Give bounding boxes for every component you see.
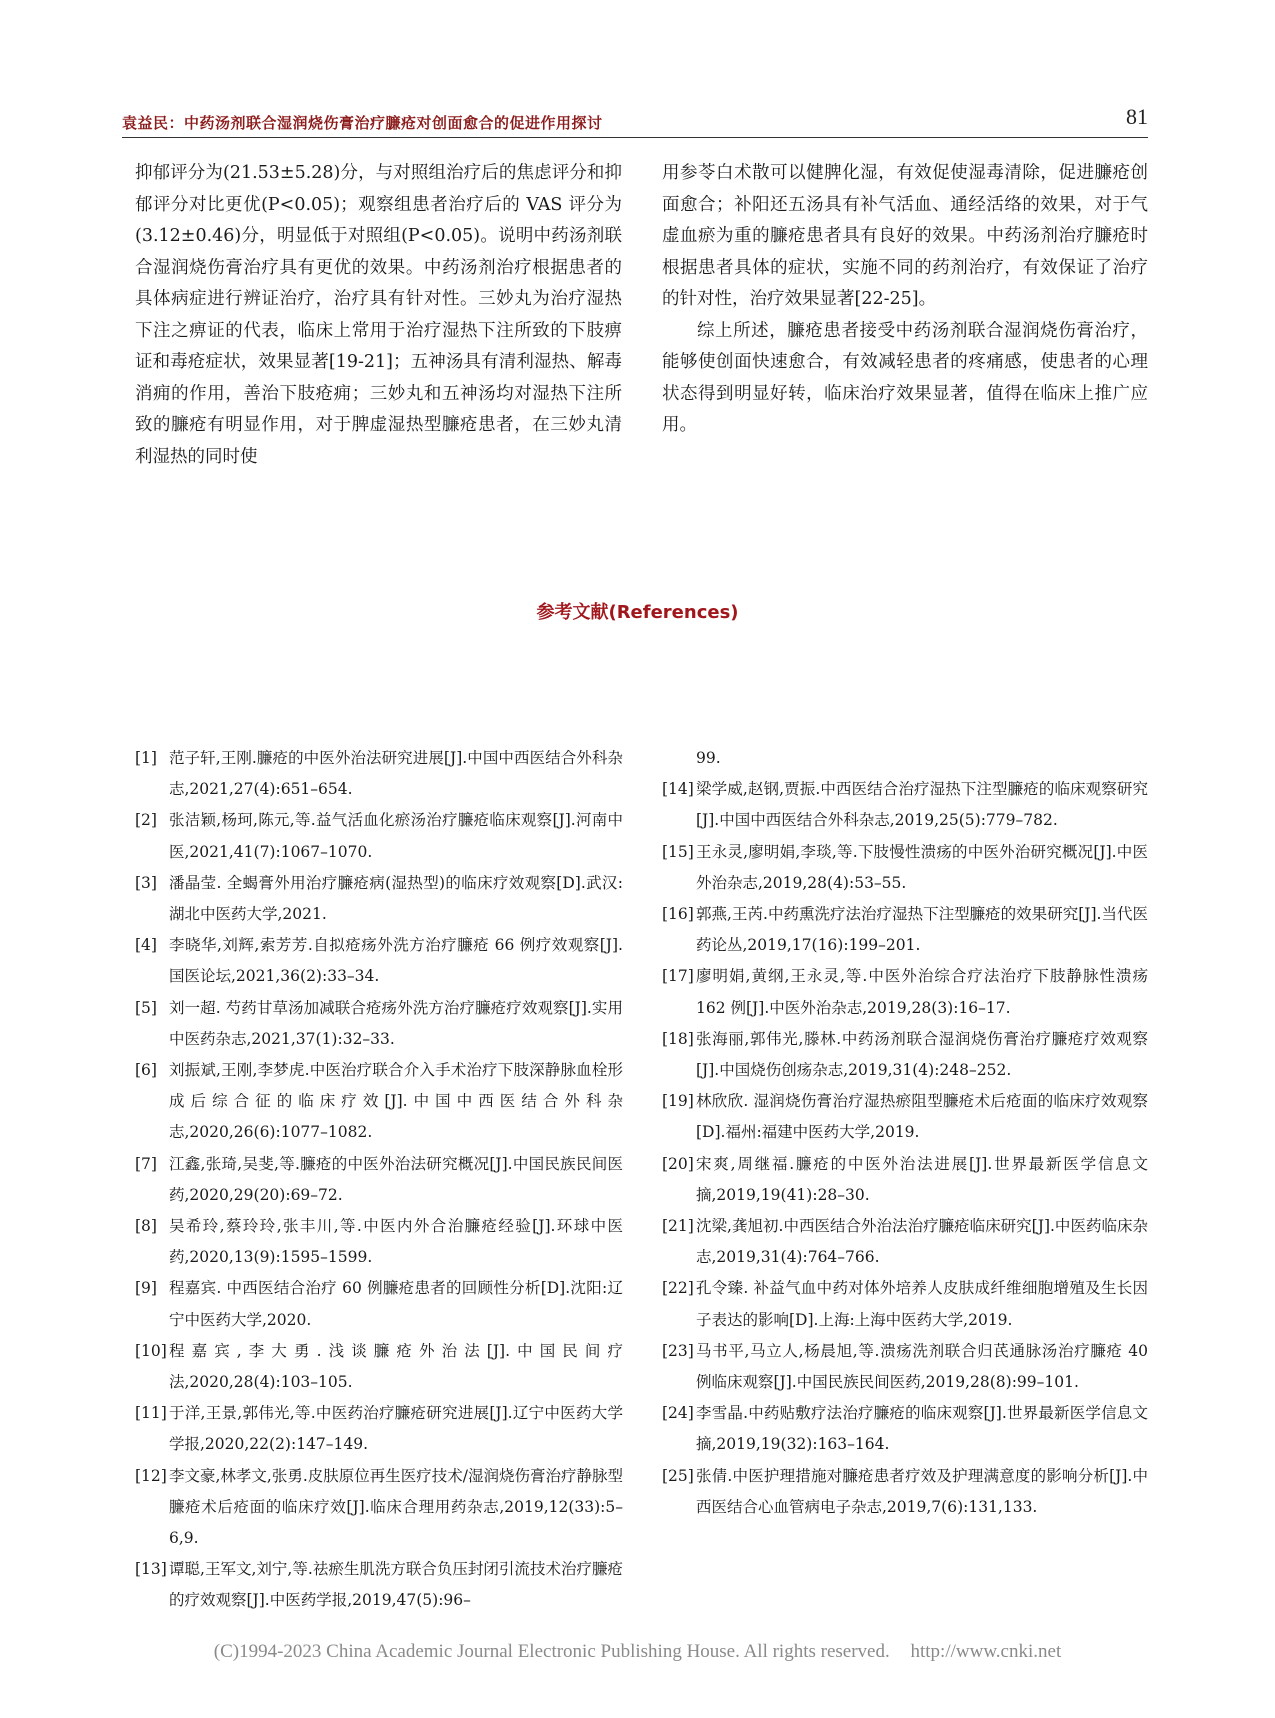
reference-text: 张海丽,郭伟光,滕林.中药汤剂联合湿润烧伤膏治疗臁疮疗效观察[J].中国烧伤创疡杂志,2019,31(4):248–252.: [696, 1029, 1148, 1080]
footer-url: http://www.cnki.net: [910, 1641, 1062, 1662]
reference-text: 孔令臻. 补益气血中药对体外培养人皮肤成纤维细胞增殖及生长因子表达的影响[D].上海:上海中医药大学,2019.: [696, 1279, 1148, 1329]
reference-number: [22]: [662, 1279, 694, 1298]
reference-number: [15]: [662, 842, 694, 861]
reference-item: [135, 743, 623, 805]
reference-text: 谭聪,王军文,刘宁,等.祛瘀生肌洗方联合负压封闭引流技术治疗臁疮的疗效观察[J].中医药学报,2019,47(5):96–: [169, 1560, 623, 1610]
reference-number: [16]: [662, 905, 694, 924]
reference-item: [135, 868, 623, 930]
reference-item: [135, 1398, 623, 1460]
reference-number: [11]: [135, 1404, 167, 1423]
page-footer: [0, 1641, 1275, 1663]
reference-text: 江鑫,张琦,吴斐,等.臁疮的中医外治法研究概况[J].中国民族民间医药,2020,29(20):69–72.: [169, 1154, 623, 1204]
reference-item: [135, 1554, 623, 1616]
reference-text: 李雪晶.中药贴敷疗法治疗臁疮的临床观察[J].世界最新医学信息文摘,2019,19(32):163–164.: [696, 1404, 1148, 1454]
reference-text: 潘晶莹. 全蝎膏外用治疗臁疮病(湿热型)的临床疗效观察[D].武汉:湖北中医药大学,2021.: [169, 873, 623, 924]
reference-number: [2]: [135, 811, 157, 830]
reference-number: [1]: [135, 749, 157, 767]
reference-number: [20]: [662, 1154, 694, 1173]
reference-item: [662, 1461, 1148, 1523]
reference-number: [12]: [135, 1466, 167, 1485]
references-column-left: [135, 743, 623, 1617]
reference-item: [662, 774, 1148, 836]
reference-number: [9]: [135, 1279, 157, 1298]
reference-number: [23]: [662, 1341, 694, 1360]
reference-item: [135, 805, 623, 867]
reference-item: [135, 993, 623, 1055]
reference-number: [25]: [662, 1466, 694, 1485]
conclusion-paragraph: 综上所述，臁疮患者接受中药汤剂联合湿润烧伤膏治疗，能够使创面快速愈合，有效减轻患者的疼痛感，使患者的心理状态得到明显好转，临床治疗效果显著，值得在临床上推广应用。: [662, 320, 1148, 435]
reference-text: 李文豪,林孝文,张勇.皮肤原位再生医疗技术/湿润烧伤膏治疗静脉型臁疮术后疮面的临床疗效[J].临床合理用药杂志,2019,12(33):5–6,9.: [169, 1466, 624, 1548]
body-paragraph: 抑郁评分为(21.53±5.28)分，与对照组治疗后的焦虑评分和抑郁评分对比更优(P<0.05)；观察组患者治疗后的 VAS 评分为(3.12±0.46)分，明显低于对照组(P<0.05)。说明中药汤剂联合湿润烧伤膏治疗具有更优的效果。中药汤剂治疗根据患者的具体病症进行辨证治疗，治疗具有针对性。三妙丸为治疗湿热下注之痹证的代表，临床上常用于治疗湿热下注所致的下肢痹证和毒疮症状，效果显著[19-21]；五神汤具有清利湿热、解毒消痈的作用，善治下肢疮痈；三妙丸和五神汤均对湿热下注所致的臁疮有明显作用，对于脾虚湿热型臁疮患者，在三妙丸清利湿热的同时使: [135, 163, 622, 467]
reference-text: 于洋,王景,郭伟光,等.中医药治疗臁疮研究进展[J].辽宁中医药大学学报,2020,22(2):147–149.: [169, 1404, 623, 1454]
copyright-notice: (C)1994-2023 China Academic Journal Electronic Publishing House. All rights reserved.: [213, 1641, 890, 1662]
reference-item: [662, 961, 1148, 1023]
reference-item: [662, 1149, 1148, 1211]
reference-item: [662, 1398, 1148, 1460]
reference-text: 刘振斌,王刚,李梦虎.中医治疗联合介入手术治疗下肢深静脉血栓形成后综合征的临床疗效[J].中国中西医结合外科杂志,2020,26(6):1077–1082.: [169, 1061, 623, 1142]
reference-item: [135, 1055, 623, 1149]
reference-number: [24]: [662, 1404, 694, 1423]
reference-text: 宋爽,周继福.臁疮的中医外治法进展[J].世界最新医学信息文摘,2019,19(41):28–30.: [696, 1154, 1148, 1204]
reference-text: 王永灵,廖明娟,李琰,等.下肢慢性溃疡的中医外治研究概况[J].中医外治杂志,2019,28(4):53–55.: [696, 842, 1148, 892]
reference-number: [17]: [662, 967, 694, 986]
reference-text: 郭燕,王芮.中药熏洗疗法治疗湿热下注型臁疮的效果研究[J].当代医药论丛,2019,17(16):199–201.: [696, 905, 1148, 955]
reference-item: [135, 1211, 623, 1273]
reference-text: 程嘉宾. 中西医结合治疗 60 例臁疮患者的回顾性分析[D].沈阳:辽宁中医药大学,2020.: [169, 1279, 623, 1329]
body-paragraph: 用参苓白术散可以健脾化湿，有效促使湿毒清除，促进臁疮创面愈合；补阳还五汤具有补气活血、通经活络的效果，对于气虚血瘀为重的臁疮患者具有良好的效果。中药汤剂治疗臁疮时根据患者具体的症状，实施不同的药剂治疗，有效保证了治疗的针对性，治疗效果显著[22-25]。: [662, 163, 1148, 309]
reference-text: 林欣欣. 湿润烧伤膏治疗湿热瘀阻型臁疮术后疮面的临床疗效观察[D].福州:福建中医药大学,2019.: [696, 1092, 1148, 1142]
reference-number: [4]: [135, 936, 157, 955]
reference-number: [13]: [135, 1560, 167, 1579]
reference-item: [662, 1336, 1148, 1398]
reference-item: [662, 1273, 1148, 1335]
reference-text: 沈梁,龚旭初.中西医结合外治法治疗臁疮临床研究[J].中医药临床杂志,2019,31(4):764–766.: [696, 1217, 1148, 1267]
reference-item: [662, 837, 1148, 899]
references-heading: 参考文献(References): [536, 602, 739, 623]
reference-item: [135, 1336, 623, 1398]
reference-text: 马书平,马立人,杨晨旭,等.溃疡洗剂联合归芪通脉汤治疗臁疮 40 例临床观察[J].中国民族民间医药,2019,28(8):99–101.: [696, 1341, 1148, 1392]
reference-number: [7]: [135, 1154, 157, 1173]
reference-number: [21]: [662, 1217, 694, 1236]
reference-item: [662, 899, 1148, 961]
reference-text: 刘一超. 芍药甘草汤加减联合疮疡外洗方治疗臁疮疗效观察[J].实用中医药杂志,2021,37(1):32–33.: [169, 998, 623, 1048]
reference-item: [135, 1461, 623, 1555]
reference-number: [8]: [135, 1217, 157, 1236]
reference-number: [14]: [662, 780, 694, 799]
running-title: 袁益民：中药汤剂联合湿润烧伤膏治疗臁疮对创面愈合的促进作用探讨: [122, 114, 603, 132]
body-column-right: [662, 158, 1148, 442]
page-header: [122, 100, 1148, 138]
reference-number: [3]: [135, 873, 157, 892]
reference-item: [662, 1086, 1148, 1148]
references-column-right: [662, 743, 1148, 1523]
reference-text: 李晓华,刘辉,索芳芳.自拟疮疡外洗方治疗臁疮 66 例疗效观察[J].国医论坛,2021,36(2):33–34.: [169, 936, 623, 986]
reference-number: [18]: [662, 1029, 694, 1048]
reference-continuation: 99.: [696, 749, 721, 767]
reference-number: [10]: [135, 1341, 167, 1360]
reference-number: [5]: [135, 998, 157, 1017]
reference-text: 张洁颖,杨珂,陈元,等.益气活血化瘀汤治疗臁疮临床观察[J].河南中医,2021,41(7):1067–1070.: [169, 811, 623, 861]
reference-text: 梁学威,赵钢,贾振.中西医结合治疗湿热下注型臁疮的临床观察研究[J].中国中西医结合外科杂志,2019,25(5):779–782.: [696, 780, 1148, 830]
reference-text: 程嘉宾,李大勇.浅谈臁疮外治法[J].中国民间疗法,2020,28(4):103–105.: [169, 1341, 623, 1392]
reference-number: [19]: [662, 1092, 694, 1111]
reference-item: [662, 1211, 1148, 1273]
header-rule: [122, 137, 1148, 138]
reference-number: [6]: [135, 1061, 157, 1080]
reference-item: [135, 1149, 623, 1211]
page-number: 81: [1126, 104, 1148, 129]
body-column-left: [135, 158, 622, 473]
reference-text: 吴希玲,蔡玲玲,张丰川,等.中医内外合治臁疮经验[J].环球中医药,2020,13(9):1595–1599.: [169, 1217, 623, 1267]
reference-text: 范子轩,王刚.臁疮的中医外治法研究进展[J].中国中西医结合外科杂志,2021,27(4):651–654.: [169, 749, 623, 799]
reference-text: 张倩.中医护理措施对臁疮患者疗效及护理满意度的影响分析[J].中西医结合心血管病电子杂志,2019,7(6):131,133.: [696, 1466, 1148, 1516]
reference-item: [135, 1273, 623, 1335]
reference-item: [135, 930, 623, 992]
reference-item: [662, 1024, 1148, 1086]
reference-text: 廖明娟,黄纲,王永灵,等.中医外治综合疗法治疗下肢静脉性溃疡 162 例[J].中医外治杂志,2019,28(3):16–17.: [696, 967, 1148, 1017]
